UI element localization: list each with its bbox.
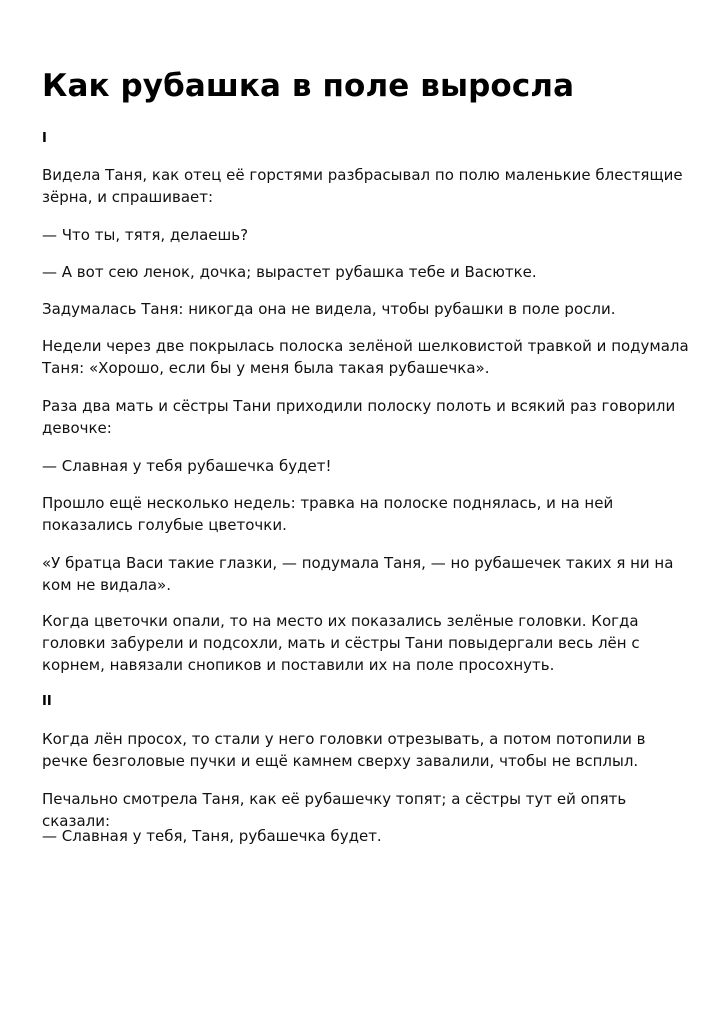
paragraph: — Что ты, тятя, делаешь? xyxy=(42,226,249,244)
paragraph: Прошло ещё несколько недель: травка на полоске поднялась, и на ней показались голубые цветочки. xyxy=(42,494,614,534)
paragraph: — Славная у тебя, Таня, рубашечка будет. xyxy=(42,827,382,845)
paragraph: Раза два мать и сёстры Тани приходили полоску полоть и всякий раз говорили девочке: xyxy=(42,397,676,437)
paragraph: Видела Таня, как отец её горстями разбрасывал по полю маленькие блестящие зёрна, и спрашивает: xyxy=(42,166,683,206)
paragraph: Недели через две покрылась полоска зелёной шелковистой травкой и подумала Таня: «Хорошо, если бы у меня была такая рубашечка». xyxy=(42,337,689,377)
paragraph: — Славная у тебя рубашечка будет! xyxy=(42,457,332,475)
section-heading-1: I xyxy=(42,131,47,146)
paragraph: Когда лён просох, то стали у него головки отрезывать, а потом потопили в речке безголовые пучки и ещё камнем сверху завалили, чтобы не всплыл. xyxy=(42,730,646,770)
paragraph: — А вот сею ленок, дочка; вырастет рубашка тебе и Васютке. xyxy=(42,263,537,281)
page-title: Как рубашка в поле выросла xyxy=(42,68,575,104)
paragraph: Когда цветочки опали, то на место их показались зелёные головки. Когда головки забурели и подсохли, мать и сёстры Тани повыдергали весь лён с корнем, навязали снопиков и поставили их на поле просохнуть. xyxy=(42,612,640,674)
section-heading-2: II xyxy=(42,694,52,709)
paragraph: «У братца Васи такие глазки, — подумала Таня, — но рубашечек таких я ни на ком не видала». xyxy=(42,554,674,594)
paragraph: Печально смотрела Таня, как её рубашечку топят; а сёстры тут ей опять сказали: xyxy=(42,790,627,830)
paragraph: Задумалась Таня: никогда она не видела, чтобы рубашки в поле росли. xyxy=(42,300,616,318)
